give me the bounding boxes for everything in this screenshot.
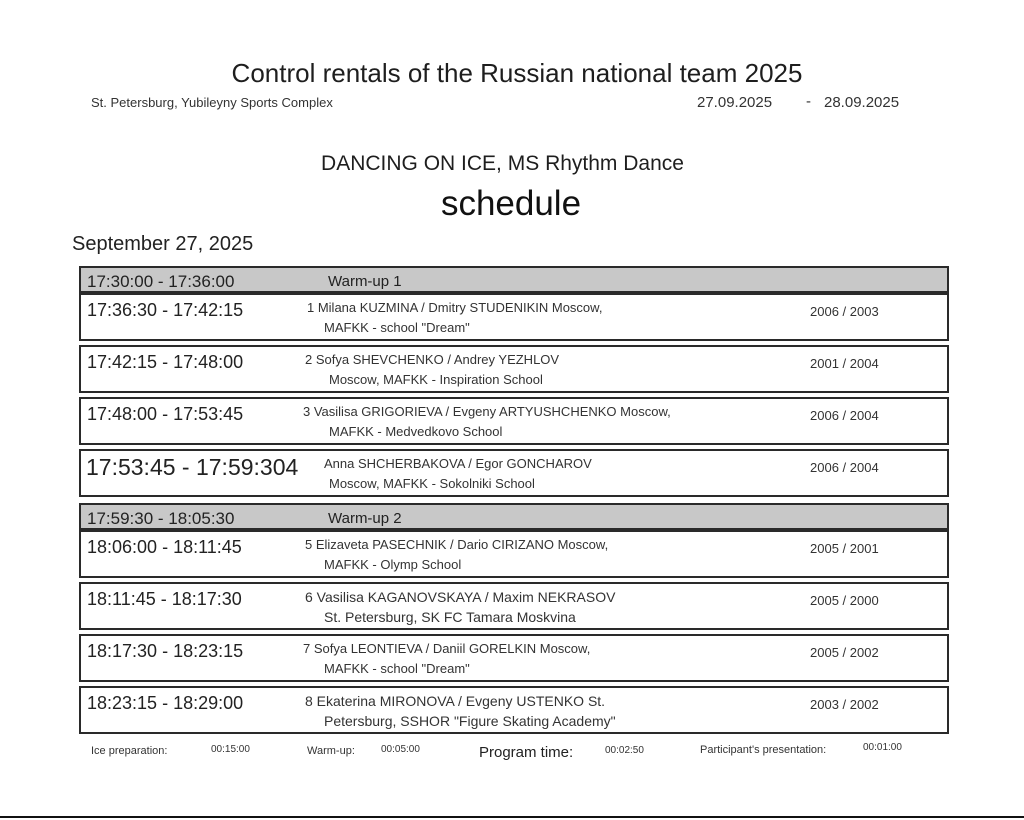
date-separator: - <box>806 93 811 110</box>
pair-names: 5 Elizaveta PASECHNIK / Dario CIRIZANO Moscow, <box>305 537 609 552</box>
discipline-title: DANCING ON ICE, MS Rhythm Dance <box>321 152 684 175</box>
warmup-time: 17:59:30 - 18:05:30 <box>87 509 235 528</box>
page-bottom-rule <box>0 816 1024 818</box>
birth-years: 2006 / 2003 <box>810 304 879 319</box>
pair-club: MAFKK - Medvedkovo School <box>329 424 503 439</box>
start-time: 18:11:45 - 18:17:30 <box>87 589 242 609</box>
pair-club: Petersburg, SSHOR "Figure Skating Academy" <box>324 713 616 729</box>
ice-prep-value: 00:15:00 <box>211 744 250 755</box>
pair-club: MAFKK - school "Dream" <box>324 320 470 335</box>
warmup-duration-value: 00:05:00 <box>381 744 420 755</box>
pair-club: Moscow, MAFKK - Sokolniki School <box>329 476 535 491</box>
program-time-label: Program time: <box>479 744 574 761</box>
schedule-row <box>79 397 949 445</box>
pair-names: 6 Vasilisa KAGANOVSKAYA / Maxim NEKRASOV <box>305 589 616 605</box>
warmup-row <box>79 266 949 293</box>
date-from: 27.09.2025 <box>697 94 773 111</box>
birth-years: 2005 / 2001 <box>810 541 879 556</box>
start-time: 18:23:15 - 18:29:00 <box>87 693 244 713</box>
birth-years: 2005 / 2002 <box>810 645 879 660</box>
warmup-label: Warm-up 1 <box>328 273 402 290</box>
start-time: 18:17:30 - 18:23:15 <box>87 641 244 661</box>
schedule-date: September 27, 2025 <box>72 233 254 255</box>
warmup-time: 17:30:00 - 17:36:00 <box>87 272 235 291</box>
schedule-row <box>79 582 949 630</box>
program-time-value: 00:02:50 <box>605 745 644 756</box>
start-time: 18:06:00 - 18:11:45 <box>87 537 242 557</box>
start-time: 17:53:45 - 17:59:304 <box>86 454 299 480</box>
warmup-label: Warm-up 2 <box>328 510 402 527</box>
pair-club: MAFKK - Olymp School <box>324 557 462 572</box>
date-to: 28.09.2025 <box>824 94 900 111</box>
schedule-row <box>79 345 949 393</box>
pair-names: Anna SHCHERBAKOVA / Egor GONCHAROV <box>324 456 592 471</box>
ice-prep-label: Ice preparation: <box>91 745 168 757</box>
birth-years: 2005 / 2000 <box>810 593 879 608</box>
venue: St. Petersburg, Yubileyny Sports Complex <box>91 95 333 110</box>
schedule-heading: schedule <box>440 184 582 223</box>
schedule-row <box>79 449 949 497</box>
document-title: Control rentals of the Russian national team 2025 <box>231 58 803 88</box>
pair-club: Moscow, MAFKK - Inspiration School <box>329 372 543 387</box>
pair-names: 2 Sofya SHEVCHENKO / Andrey YEZHLOV <box>305 352 560 367</box>
schedule-row <box>79 686 949 734</box>
presentation-value: 00:01:00 <box>863 742 902 753</box>
schedule-row <box>79 293 949 341</box>
pair-names: 8 Ekaterina MIRONOVA / Evgeny USTENKO St. <box>305 693 606 709</box>
pair-names: 1 Milana KUZMINA / Dmitry STUDENIKIN Moscow, <box>307 300 603 315</box>
presentation-label: Participant's presentation: <box>700 744 827 756</box>
start-time: 17:48:00 - 17:53:45 <box>87 404 244 424</box>
pair-club: St. Petersburg, SK FC Tamara Moskvina <box>324 609 576 625</box>
pair-club: MAFKK - school "Dream" <box>324 661 470 676</box>
start-time: 17:42:15 - 17:48:00 <box>87 352 244 372</box>
pair-names: 3 Vasilisa GRIGORIEVA / Evgeny ARTYUSHCHENKO Moscow, <box>303 404 671 419</box>
birth-years: 2003 / 2002 <box>810 697 879 712</box>
birth-years: 2006 / 2004 <box>810 460 879 475</box>
schedule-row <box>79 530 949 578</box>
pair-names: 7 Sofya LEONTIEVA / Daniil GORELKIN Moscow, <box>303 641 591 656</box>
start-time: 17:36:30 - 17:42:15 <box>87 300 244 320</box>
schedule-row <box>79 634 949 682</box>
birth-years: 2001 / 2004 <box>810 356 879 371</box>
birth-years: 2006 / 2004 <box>810 408 879 423</box>
warmup-row <box>79 503 949 530</box>
warmup-duration-label: Warm-up: <box>307 745 355 757</box>
